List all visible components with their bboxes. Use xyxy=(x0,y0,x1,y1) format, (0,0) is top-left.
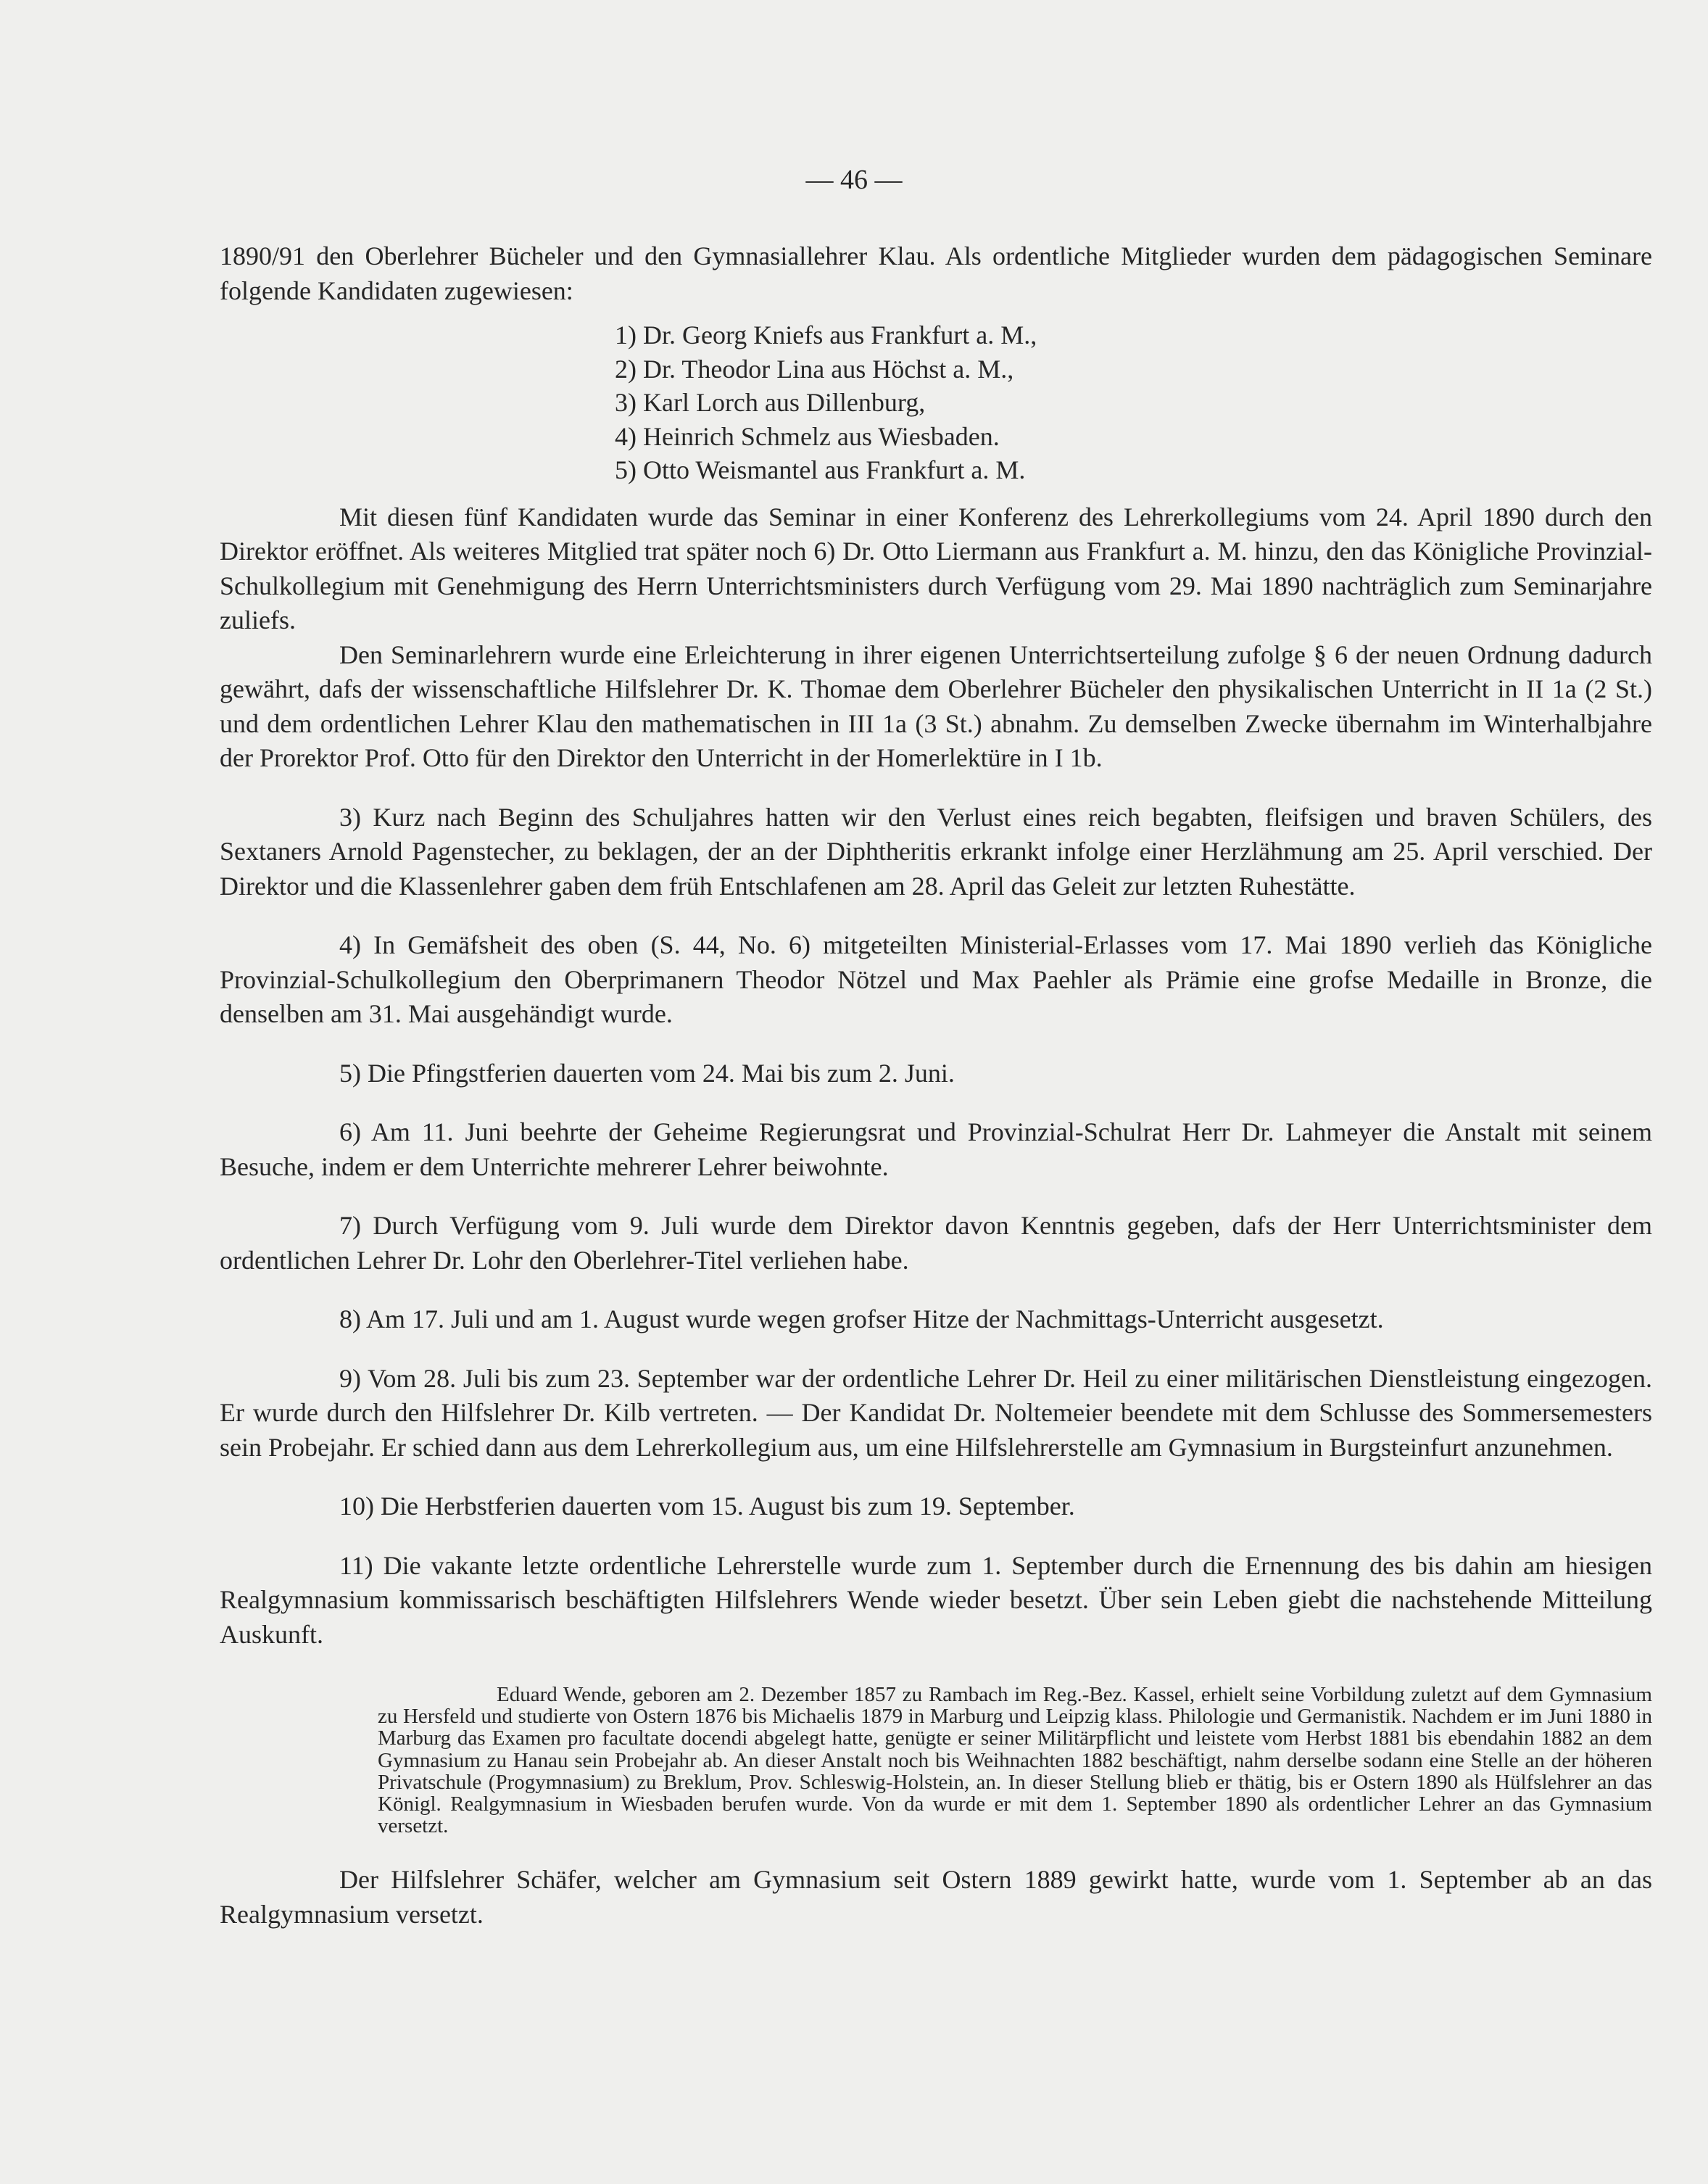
paragraph-item-3: 3) Kurz nach Beginn des Schuljahres hatten wir den Verlust eines reich begabten, fleifsigen und braven Schülers, des Sextaners Arnold Pagenstecher, zu beklagen, der an der Diphtheritis erkrankt infolge einer Herzlähmung am 25. April verschied. Der Direktor und die Klassenlehrer gaben dem früh Entschlafenen am 28. April das Geleit zur letzten Ruhestätte. xyxy=(220,802,1652,901)
paragraph-relief: Den Seminarlehrern wurde eine Erleichterung in ihrer eigenen Unterrichtserteilung zufolge § 6 der neuen Ordnung dadurch gewährt, dafs der wissenschaftliche Hilfslehrer Dr. K. Thomae dem Oberlehrer Bücheler den physikalischen Unterricht in II 1a (2 St.) und dem ordentlichen Lehrer Klau den mathematischen in III 1a (3 St.) abnahm. Zu demselben Zwecke übernahm im Winterhalbjahre der Prorektor Prof. Otto für den Direktor den Unterricht in der Homerlektüre in I 1b. xyxy=(220,640,1652,772)
closing-paragraph: Der Hilfslehrer Schäfer, welcher am Gymnasium seit Ostern 1889 gewirkt hatte, wurde vom 1. September ab an das Realgymnasium versetzt. xyxy=(220,1865,1652,1929)
paragraph-item-4: 4) In Gemäfsheit des oben (S. 44, No. 6) mitgeteilten Ministerial-Erlasses vom 17. Mai 1890 verlieh das Königliche Provinzial-Schulkollegium den Oberprimanern Theodor Nötzel und Max Paehler als Prämie eine grofse Medaille in Bronze, die denselben am 31. Mai ausgehändigt wurde. xyxy=(220,930,1652,1028)
list-item: 2) Dr. Theodor Lina aus Höchst a. M., xyxy=(615,354,1014,384)
paragraph-item-9: 9) Vom 28. Juli bis zum 23. September war der ordentliche Lehrer Dr. Heil zu einer militärischen Dienstleistung eingezogen. Er wurde durch den Hilfslehrer Dr. Kilb vertreten. — Der Kandidat Dr. Noltemeier beendete mit dem Schlusse des Sommersemesters sein Probejahr. Er schied dann aus dem Lehrerkollegium aus, um eine Hilfslehrerstelle am Gymnasium in Burgsteinfurt anzunehmen. xyxy=(220,1363,1652,1462)
paragraph-seminar: Mit diesen fünf Kandidaten wurde das Seminar in einer Konferenz des Lehrerkollegiums vom 24. April 1890 durch den Direktor eröffnet. Als weiteres Mitglied trat später noch 6) Dr. Otto Liermann aus Frankfurt a. M. hinzu, den das Königliche Provinzial-Schulkollegium mit Genehmigung des Herrn Unterrichtsministers durch Verfügung vom 29. Mai 1890 nachträglich zum Seminarjahre zuliefs. xyxy=(220,502,1652,634)
list-item: 1) Dr. Georg Kniefs aus Frankfurt a. M., xyxy=(615,320,1037,349)
paragraph-item-6: 6) Am 11. Juni beehrte der Geheime Regierungsrat und Provinzial-Schulrat Herr Dr. Lahmeyer die Anstalt mit seinem Besuche, indem er dem Unterrichte mehrerer Lehrer beiwohnte. xyxy=(220,1117,1652,1181)
biography-block xyxy=(378,1684,1652,1837)
page-body xyxy=(220,239,1652,1932)
paragraph-item-8: 8) Am 17. Juli und am 1. August wurde wegen grofser Hitze der Nachmittags-Unterricht ausgesetzt. xyxy=(339,1304,1384,1333)
paragraph-item-11: 11) Die vakante letzte ordentliche Lehrerstelle wurde zum 1. September durch die Ernennung des bis dahin am hiesigen Realgymnasium kommissarisch beschäftigten Hilfslehrers Wende wieder besetzt. Über sein Leben giebt die nachstehende Mitteilung Auskunft. xyxy=(220,1550,1652,1649)
page-number: — 46 — xyxy=(805,165,903,195)
list-item: 3) Karl Lorch aus Dillenburg, xyxy=(615,388,926,417)
paragraph-item-7: 7) Durch Verfügung vom 9. Juli wurde dem Direktor davon Kenntnis gegeben, dafs der Herr Unterrichtsminister dem ordentlichen Lehrer Dr. Lohr den Oberlehrer-Titel verliehen habe. xyxy=(220,1211,1652,1275)
paragraph-item-5: 5) Die Pfingstferien dauerten vom 24. Mai bis zum 2. Juni. xyxy=(339,1058,955,1088)
intro-paragraph: 1890/91 den Oberlehrer Bücheler und den Gymnasiallehrer Klau. Als ordentliche Mitglieder wurden dem pädagogischen Seminare folgende Kandidaten zugewiesen: xyxy=(220,241,1652,305)
list-item: 4) Heinrich Schmelz aus Wiesbaden. xyxy=(615,421,1000,451)
list-item: 5) Otto Weismantel aus Frankfurt a. M. xyxy=(615,455,1026,484)
candidate-list xyxy=(615,318,1652,487)
paragraph-item-10: 10) Die Herbstferien dauerten vom 15. August bis zum 19. September. xyxy=(339,1492,1075,1521)
biography-text: Eduard Wende, geboren am 2. Dezember 1857 zu Rambach im Reg.-Bez. Kassel, erhielt seine Vorbildung zuletzt auf dem Gymnasium zu Hersfeld und studierte von Ostern 1876 bis Michaelis 1879 in Marburg und Leipzig klass. Philologie und Germanistik. Nachdem er im Juni 1880 in Marburg das Examen pro facultate docendi abgelegt hatte, genügte er seiner Militärpflicht und leistete vom Herbst 1881 bis ebendahin 1882 an dem Gymnasium zu Hanau sein Probejahr ab. An dieser Anstalt noch bis Weihnachten 1882 beschäftigt, nahm derselbe sodann eine Stelle an der höheren Privatschule (Progymnasium) zu Breklum, Prov. Schleswig-Holstein, an. In dieser Stellung blieb er thätig, bis er Ostern 1890 als Hülfslehrer an das Königl. Realgymnasium in Wiesbaden berufen wurde. Von da wurde er mit dem 1. September 1890 als ordentlicher Lehrer an das Gymnasium versetzt. xyxy=(378,1683,1652,1838)
